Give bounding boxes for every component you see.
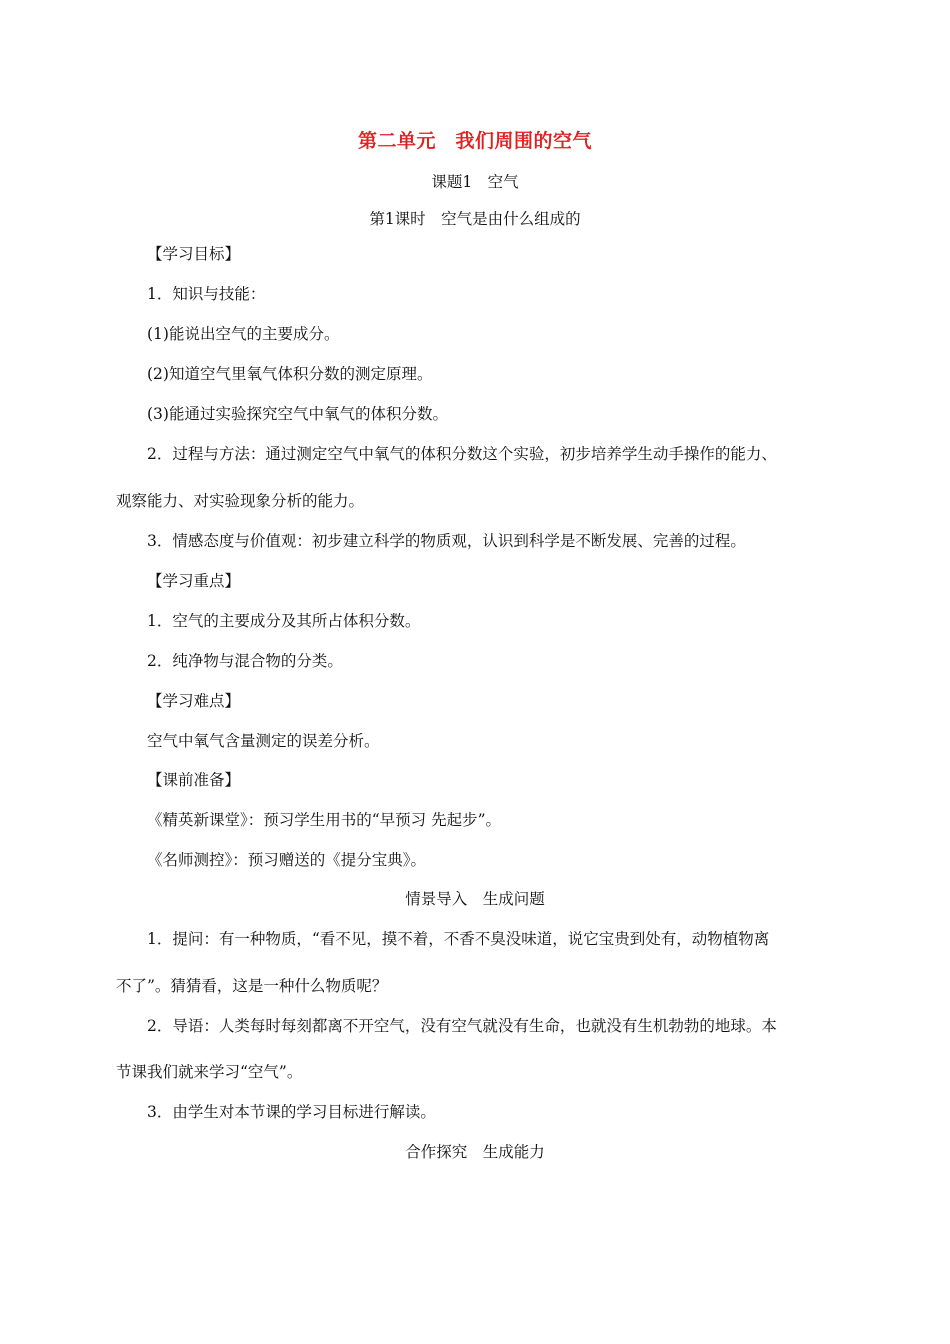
period-title: 第1课时 空气是由什么组成的 bbox=[369, 210, 581, 228]
lesson-title: 课题1 空气 bbox=[431, 173, 519, 191]
difficulties-text: 空气中氧气含量测定的误差分析。 bbox=[147, 732, 380, 750]
intro-item-2-line-2: 节课我们就来学习“空气”。 bbox=[116, 1063, 303, 1081]
preparation-line-2: 《名师测控》：预习赠送的《提分宝典》。 bbox=[147, 851, 427, 869]
goals-sub-1: (1)能说出空气的主要成分。 bbox=[147, 325, 340, 343]
key-points-item-2: 2．纯净物与混合物的分类。 bbox=[147, 652, 343, 670]
preparation-heading: 【课前准备】 bbox=[147, 771, 241, 789]
intro-item-1-line-1: 1．提问：有一种物质，“看不见，摸不着，不香不臭没味道，说它宝贵到处有，动物植物离 bbox=[147, 930, 770, 948]
cooperation-heading: 合作探究 生成能力 bbox=[405, 1143, 545, 1161]
goals-item-3: 3．情感态度与价值观：初步建立科学的物质观，认识到科学是不断发展、完善的过程。 bbox=[147, 532, 746, 550]
key-points-heading: 【学习重点】 bbox=[147, 572, 241, 590]
intro-item-1-line-2: 不了”。猜猜看，这是一种什么物质呢？ bbox=[116, 977, 388, 995]
preparation-line-1: 《精英新课堂》：预习学生用书的“早预习 先起步”。 bbox=[147, 811, 502, 829]
goals-sub-2: (2)知道空气里氧气体积分数的测定原理。 bbox=[147, 365, 433, 383]
difficulties-heading: 【学习难点】 bbox=[147, 692, 241, 710]
intro-heading: 情景导入 生成问题 bbox=[405, 890, 545, 908]
intro-item-3: 3．由学生对本节课的学习目标进行解读。 bbox=[147, 1103, 436, 1121]
unit-title: 第二单元 我们周围的空气 bbox=[357, 130, 592, 152]
goals-sub-3: (3)能通过实验探究空气中氧气的体积分数。 bbox=[147, 405, 448, 423]
goals-heading: 【学习目标】 bbox=[147, 245, 241, 263]
goals-item-2-line-2: 观察能力、对实验现象分析的能力。 bbox=[116, 492, 365, 510]
goals-item-1: 1．知识与技能： bbox=[147, 285, 266, 303]
intro-item-2-line-1: 2．导语：人类每时每刻都离不开空气，没有空气就没有生命，也就没有生机勃勃的地球。本 bbox=[147, 1017, 777, 1035]
key-points-item-1: 1．空气的主要成分及其所占体积分数。 bbox=[147, 612, 421, 630]
goals-item-2-line-1: 2．过程与方法：通过测定空气中氧气的体积分数这个实验，初步培养学生动手操作的能力、 bbox=[147, 445, 777, 463]
